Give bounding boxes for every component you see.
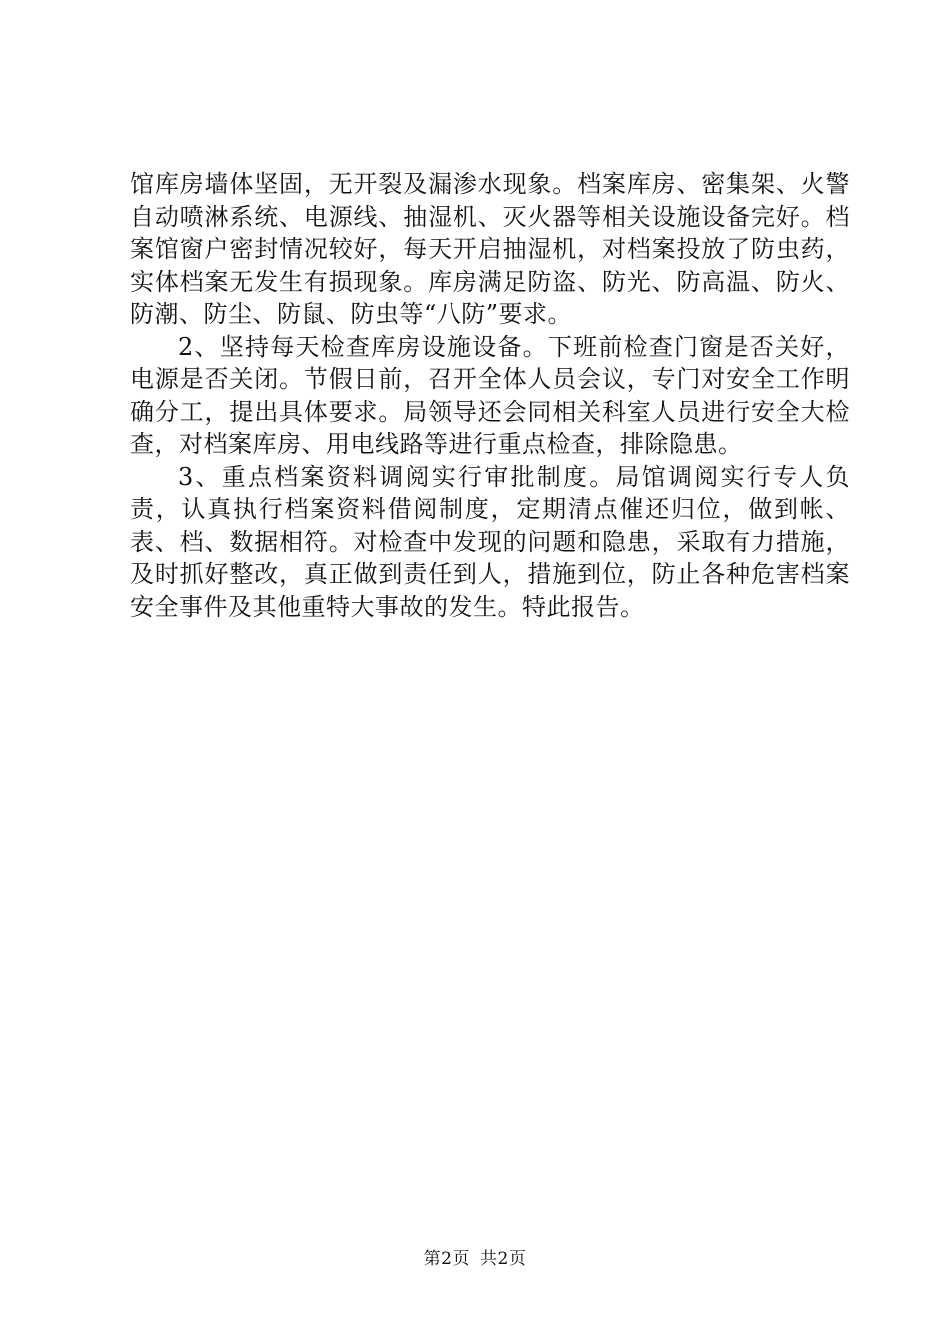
document-body <box>130 168 850 623</box>
page-footer <box>0 1244 950 1269</box>
paragraph-continuation: 馆库房墙体坚固，无开裂及漏渗水现象。档案库房、密集架、火警自动喷淋系统、电源线、抽湿机、灭火器等相关设施设备完好。档案馆窗户密封情况较好，每天开启抽湿机，对档案投放了防虫药，实体档案无发生有损现象。库房满足防盗、防光、防高温、防火、防潮、防尘、防鼠、防虫等“八防”要求。 <box>130 170 850 328</box>
paragraph-item-3: 3、重点档案资料调阅实行审批制度。局馆调阅实行专人负责，认真执行档案资料借阅制度，定期清点催还归位，做到帐、表、档、数据相符。对检查中发现的问题和隐患，采取有力措施，及时抓好整改，真正做到责任到人，措施到位，防止各种危害档案安全事件及其他重特大事故的发生。特此报告。 <box>130 462 850 621</box>
paragraph-item-2: 2、坚持每天检查库房设施设备。下班前检查门窗是否关好，电源是否关闭。节假日前，召开全体人员会议，专门对安全工作明确分工，提出具体要求。局领导还会同相关科室人员进行安全大检查，对档案库房、用电线路等进行重点检查，排除隐患。 <box>130 332 850 458</box>
page-number: 第2页 <box>423 1249 470 1269</box>
page-total: 共2页 <box>480 1249 527 1269</box>
